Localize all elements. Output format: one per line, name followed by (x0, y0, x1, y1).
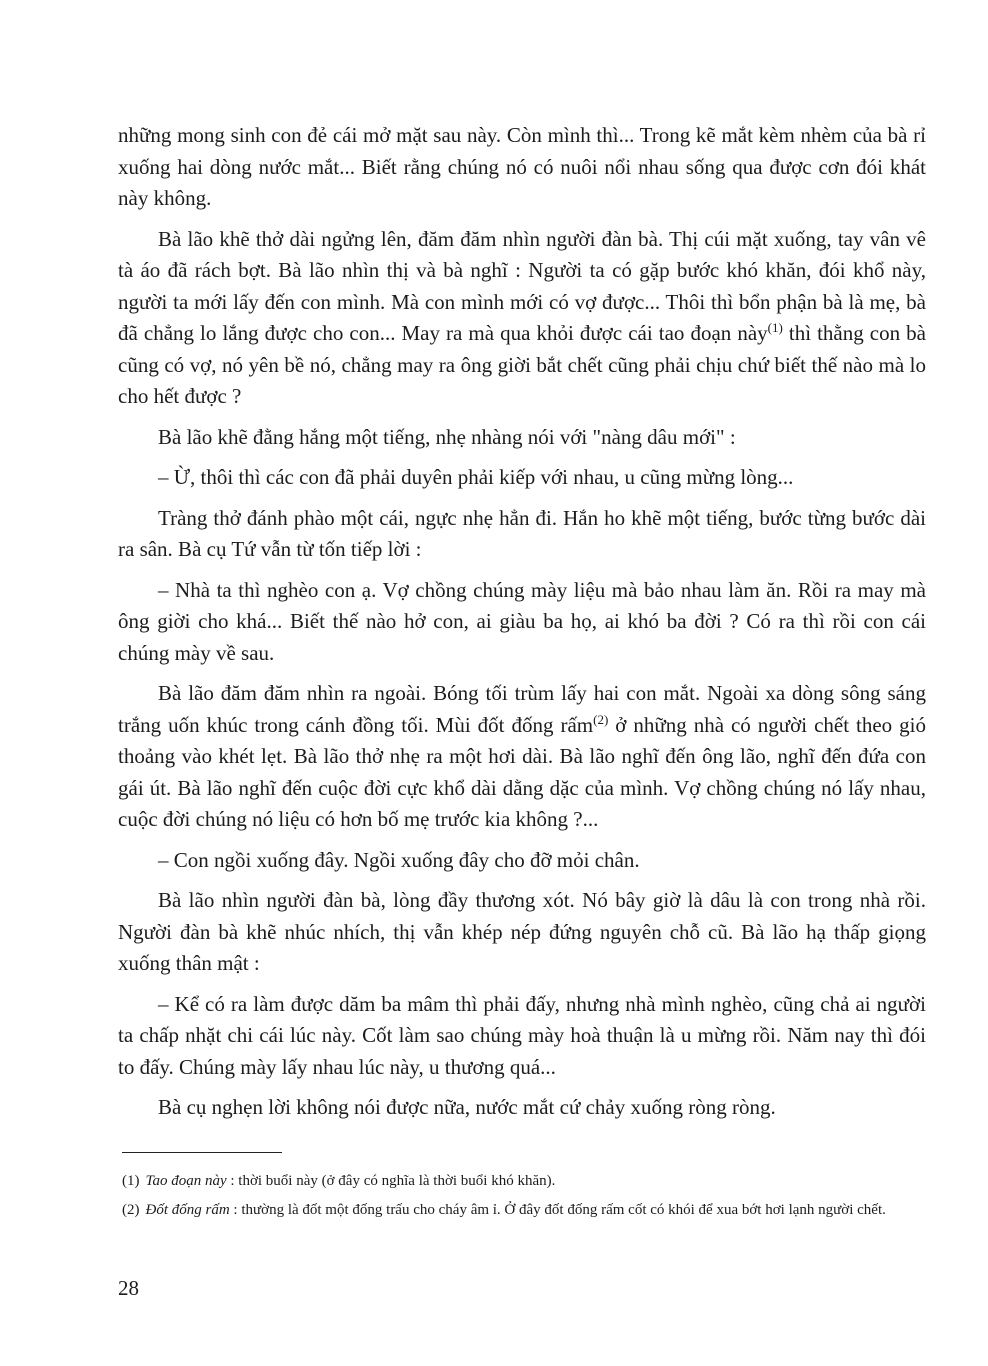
paragraph-text: Bà cụ nghẹn lời không nói được nữa, nước mắt cứ chảy xuống ròng ròng. (158, 1095, 776, 1119)
paragraph (118, 120, 926, 215)
paragraph-text: thì thằng con bà cũng có vợ, nó yên bề nó, chẳng may ra ông giời bắt chết cũng phải chịu chứ biết thế nào mà lo cho hết được ? (118, 321, 926, 408)
paragraph (118, 503, 926, 566)
paragraph-text: những mong sinh con đẻ cái mở mặt sau này. Còn mình thì... Trong kẽ mắt kèm nhèm của bà rỉ xuống hai dòng nước mắt... Biết rằng chúng nó có nuôi nổi nhau sống qua được cơn đói khát này không. (118, 123, 926, 210)
body-text (118, 120, 926, 1133)
footnote-ref: (1) (767, 320, 783, 335)
paragraph (118, 422, 926, 454)
paragraph-text: – Nhà ta thì nghèo con ạ. Vợ chồng chúng mày liệu mà bảo nhau làm ăn. Rồi ra may mà ông giời cho khá... Biết thế nào hở con, ai giàu ba họ, ai khó ba đời ? Có ra thì rồi con cái chúng mày về sau. (118, 577, 926, 665)
dialogue-line (118, 845, 926, 877)
dialogue-line (118, 989, 926, 1084)
paragraph-text: – Ừ, thôi thì các con đã phải duyên phải kiếp với nhau, u cũng mừng lòng... (158, 465, 794, 489)
footnote-text: : thường là đốt một đống trấu cho cháy âm ỉ. Ở đây đốt đống rấm cốt có khói để xua bớt hơi lạnh người chết. (229, 1202, 886, 1218)
dialogue-line (118, 575, 926, 670)
paragraph (118, 885, 926, 980)
page-number: 28 (118, 1276, 139, 1300)
footnote-divider (122, 1152, 282, 1153)
footnote (122, 1197, 927, 1223)
paragraph-text: Tràng thở đánh phào một cái, ngực nhẹ hẳn đi. Hắn ho khẽ một tiếng, bước từng bước dài ra sân. Bà cụ Tứ vẫn từ tốn tiếp lời : (118, 505, 926, 561)
paragraph-text: Bà lão khẽ đằng hắng một tiếng, nhẹ nhàng nói với "nàng dâu mới" : (158, 424, 736, 449)
footnote-number: (2) (122, 1202, 140, 1218)
paragraph-text: – Kể có ra làm được dăm ba mâm thì phải đấy, nhưng nhà mình nghèo, cũng chả ai người ta chấp nhặt chi cái lúc này. Cốt làm sao chúng mày hoà thuận là u mừng rồi. Năm nay thì đói to đấy. Chúng mày lấy nhau lúc này, u thương quá... (118, 991, 926, 1079)
footnote (122, 1168, 927, 1194)
footnote-ref: (2) (593, 711, 609, 727)
footnote-term: Đốt đống rấm (145, 1202, 230, 1218)
paragraph-text: ở những nhà có người chết theo gió thoảng vào khét lẹt. Bà lão thở nhẹ ra một hơi dài. Bà lão nghĩ đến ông lão, nghĩ đến đứa con gái út. Bà lão nghĩ đến cuộc đời cực khổ dài dằng dặc của mình. Vợ chồng chúng nó lấy nhau, cuộc đời chúng nó liệu có hơn bố mẹ trước kia không ?... (118, 712, 926, 831)
footnote-text: : thời buổi này (ở đây có nghĩa là thời buổi khó khăn). (226, 1173, 556, 1189)
paragraph (118, 678, 926, 836)
paragraph-text: Bà lão đăm đăm nhìn ra ngoài. Bóng tối trùm lấy hai con mắt. Ngoài xa dòng sông sáng trắng uốn khúc trong cánh đồng tối. Mùi đốt đống rấm (118, 681, 926, 737)
paragraph (118, 1092, 926, 1124)
footnote-term: Tao đoạn này (145, 1173, 227, 1189)
footnotes (122, 1168, 927, 1226)
paragraph-text: – Con ngồi xuống đây. Ngồi xuống đây cho đỡ mỏi chân. (158, 847, 640, 872)
dialogue-line (118, 462, 926, 494)
paragraph (118, 224, 926, 413)
footnote-number: (1) (122, 1173, 140, 1189)
paragraph-text: Bà lão khẽ thở dài ngửng lên, đăm đăm nhìn người đàn bà. Thị cúi mặt xuống, tay vân vê tà áo đã rách bợt. Bà lão nhìn thị và bà nghĩ : Người ta có gặp bước khó khăn, đói khổ này, người ta mới lấy đến con mình. Mà con mình mới có vợ được... Thôi thì bổn phận bà là mẹ, bà đã chẳng lo lắng được cho con... May ra mà qua khỏi được cái tao đoạn này (118, 226, 926, 345)
paragraph-text: Bà lão nhìn người đàn bà, lòng đầy thương xót. Nó bây giờ là dâu là con trong nhà rồi. Người đàn bà khẽ nhúc nhích, thị vẫn khép nép đứng nguyên chỗ cũ. Bà lão hạ thấp giọng xuống thân mật : (118, 888, 926, 975)
